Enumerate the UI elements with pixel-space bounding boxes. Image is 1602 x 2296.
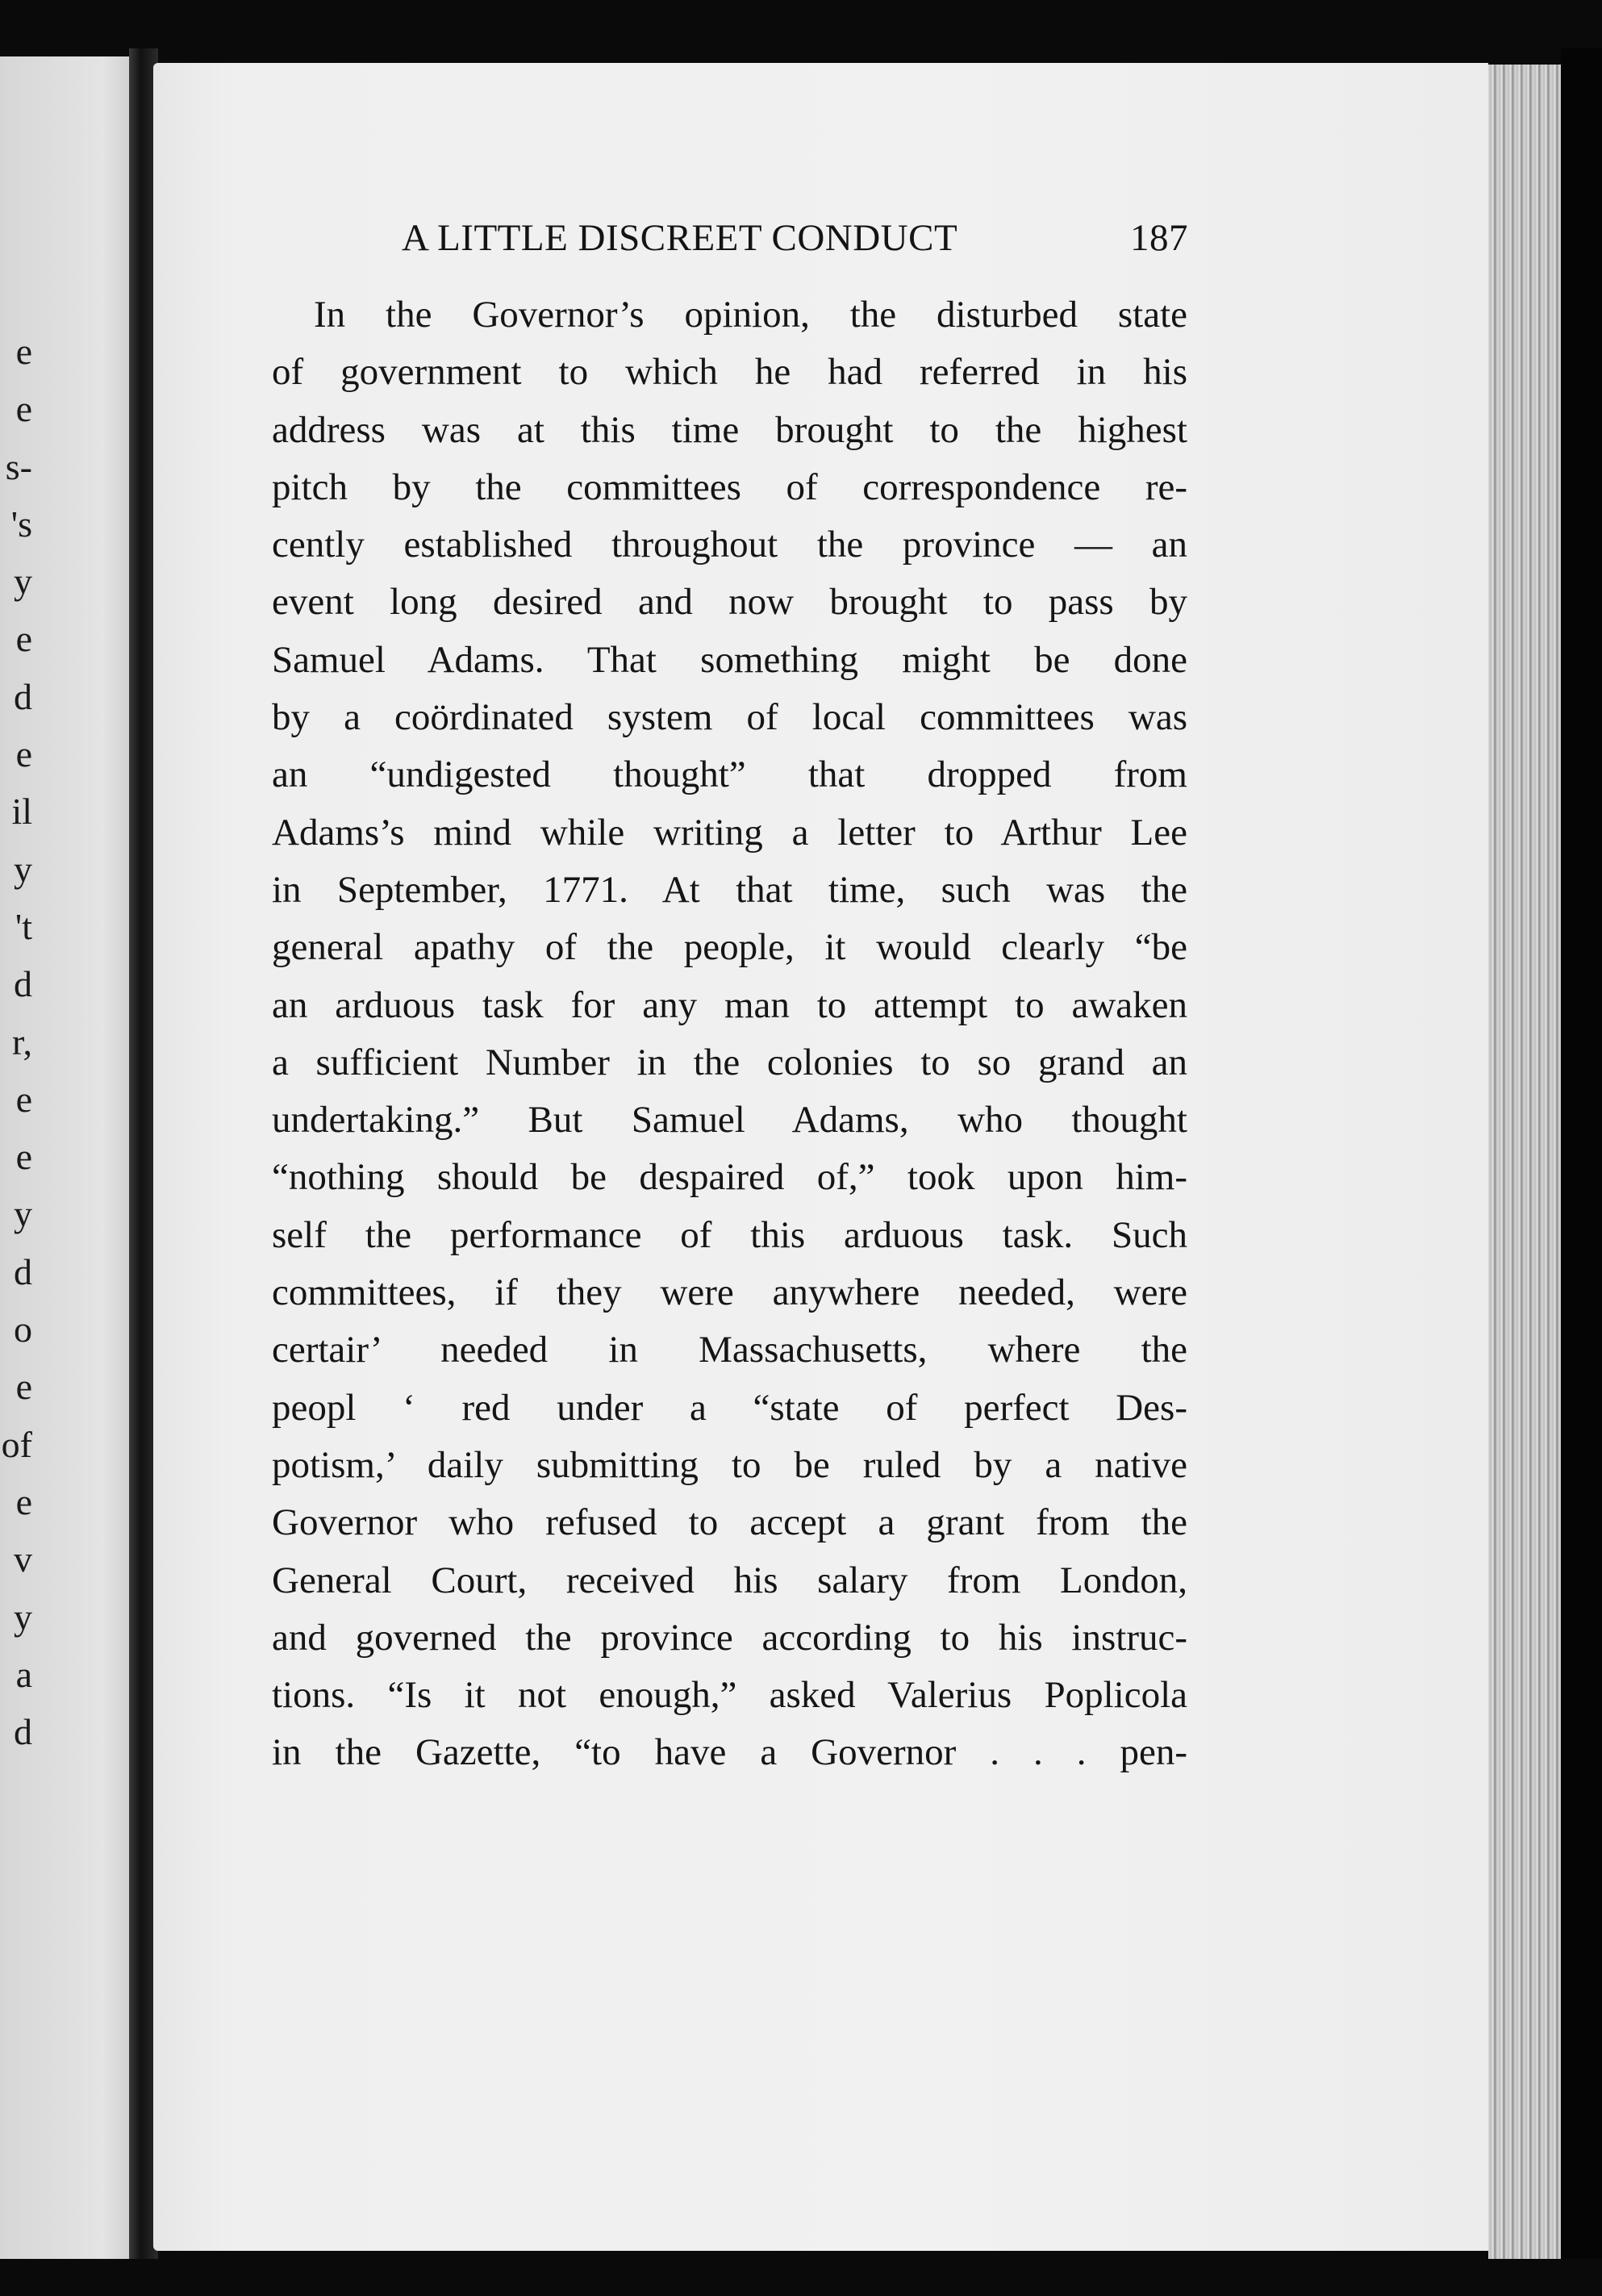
text-line: undertaking.” But Samuel Adams, who thought (272, 1099, 1187, 1142)
cover-edge (1561, 48, 1602, 2296)
line-ending: s- (5, 445, 32, 487)
text-line: Samuel Adams. That something might be done (272, 638, 1187, 681)
scan-bottom-border (0, 2259, 1602, 2296)
page-stack-edge (1488, 65, 1565, 2259)
text-line: in September, 1771. At that time, such was the (272, 868, 1187, 911)
text-line: In the Governor’s opinion, the disturbed state (314, 294, 1187, 336)
text-line: Adams’s mind while writing a letter to Arthur Lee (272, 811, 1187, 854)
line-ending: y (14, 848, 32, 890)
text-line: “nothing should be despaired of,” took upon him- (272, 1156, 1187, 1199)
text-line: certair’ needed in Massachusetts, where the (272, 1329, 1187, 1371)
text-line: and governed the province according to his instruc- (272, 1616, 1187, 1659)
line-ending: e (15, 1366, 32, 1408)
line-ending: o (14, 1309, 32, 1350)
line-ending: il (11, 791, 32, 833)
line-ending: of (1, 1423, 32, 1465)
line-ending: e (15, 388, 32, 430)
text-line: self the performance of this arduous task. Such (272, 1213, 1187, 1256)
line-ending: e (15, 331, 32, 372)
line-ending: d (14, 963, 32, 1005)
line-ending: e (15, 1480, 32, 1522)
text-line: a sufficient Number in the colonies to so grand an (272, 1041, 1187, 1083)
running-title: A LITTLE DISCREET CONDUCT (402, 217, 958, 259)
line-ending: e (15, 1136, 32, 1178)
line-ending: d (14, 1250, 32, 1292)
line-ending: e (15, 1078, 32, 1120)
line-ending: e (15, 733, 32, 775)
text-line: an “undigested thought” that dropped from (272, 754, 1187, 796)
line-ending: e (15, 618, 32, 660)
running-head (402, 216, 1188, 265)
text-line: tions. “Is it not enough,” asked Valerius Poplicola (272, 1674, 1187, 1717)
line-ending: v (14, 1538, 32, 1580)
line-ending: y (14, 561, 32, 603)
line-ending: y (14, 1596, 32, 1638)
text-line: General Court, received his salary from London, (272, 1559, 1187, 1601)
body-text (272, 286, 1187, 1782)
line-ending: a (15, 1653, 32, 1695)
line-ending: d (14, 1711, 32, 1753)
line-ending: y (14, 1193, 32, 1235)
previous-page-edge (0, 56, 147, 2267)
text-line: an arduous task for any man to attempt to awaken (272, 983, 1187, 1026)
page-number: 187 (1130, 217, 1188, 259)
text-line: in the Gazette, “to have a Governor . . . pen- (272, 1731, 1187, 1774)
previous-page-line-endings (0, 323, 32, 1760)
text-line: address was at this time brought to the highest (272, 408, 1187, 451)
text-line: general apathy of the people, it would clearly “be (272, 926, 1187, 969)
line-ending: r, (12, 1021, 32, 1062)
line-ending: 's (10, 503, 32, 545)
text-line: Governor who refused to accept a grant from the (272, 1501, 1187, 1544)
line-ending: d (14, 675, 32, 717)
text-line: of government to which he had referred in his (272, 351, 1187, 394)
text-line: event long desired and now brought to pass by (272, 581, 1187, 624)
text-line: pitch by the committees of correspondence re- (272, 465, 1187, 508)
text-line: potism,’ daily submitting to be ruled by a native (272, 1443, 1187, 1486)
text-line: by a coördinated system of local committees was (272, 696, 1187, 739)
text-line: peopl ‘ red under a “state of perfect Des- (272, 1386, 1187, 1429)
text-line: committees, if they were anywhere needed, were (272, 1271, 1187, 1314)
line-ending: 't (15, 905, 32, 947)
text-line: cently established throughout the province — an (272, 524, 1187, 566)
